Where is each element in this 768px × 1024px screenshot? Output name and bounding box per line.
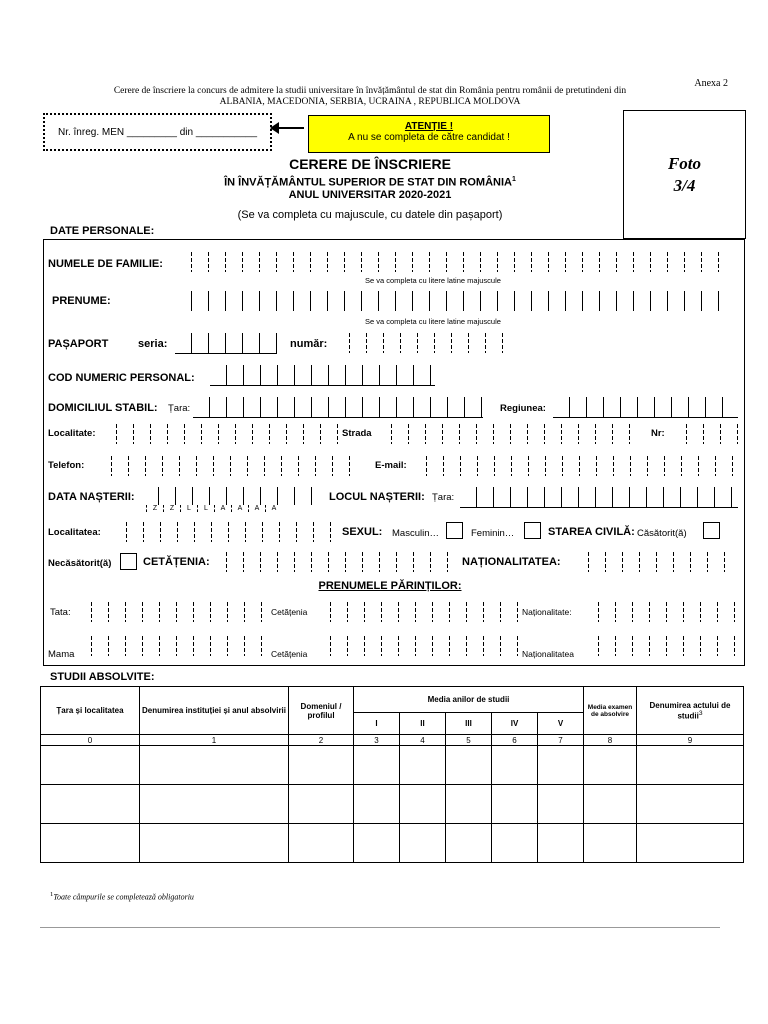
nationality-label: NAȚIONALITATEA: [462, 556, 561, 568]
photo-size: 3/4 [673, 175, 696, 195]
title-sub-1 [140, 174, 600, 189]
col-domain-header: Domeniul / profilul [289, 687, 354, 735]
domicile-country-label: Țara: [168, 403, 191, 414]
section-personal: DATE PERSONALE: [50, 225, 155, 237]
domicile-label: DOMICILIUL STABIL: [48, 402, 158, 414]
photo-box [623, 110, 746, 239]
male-label: Masculin… [392, 528, 439, 539]
married-label: Căsătorit(ă) [637, 528, 687, 539]
cnp-label: COD NUMERIC PERSONAL: [48, 372, 195, 384]
mother-citizenship-field[interactable] [314, 636, 519, 656]
birth-locality-label: Localitatea: [48, 527, 101, 538]
birth-date-field[interactable] [142, 487, 327, 515]
column-numbers-row: 0 1 2 3 4 5 6 7 8 9 [41, 735, 744, 746]
footnote-text: Toate câmpurile se completează obligatoriu [53, 892, 194, 902]
year-4-header: IV [492, 713, 538, 735]
section-studies: STUDII ABSOLVITE: [50, 671, 155, 683]
female-checkbox[interactable] [524, 522, 541, 539]
title-sub-2: ANUL UNIVERSITAR 2020-2021 [288, 189, 452, 201]
warning-box [308, 115, 550, 153]
unmarried-label: Necăsătorit(ă) [48, 558, 112, 569]
title-note: (Se va completa cu majuscule, cu datele din pașaport) [237, 209, 503, 221]
birth-place-label: LOCUL NAȘTERII: [329, 491, 425, 503]
father-nationality-field[interactable] [582, 602, 738, 622]
section-parents: PRENUMELE PĂRINȚILOR: [318, 580, 462, 592]
locality-field[interactable] [100, 424, 340, 444]
header-line-1: Cerere de înscriere la concurs de admitere la studii universitare în învățământul de stat din România pentru românii de pretutindeni din [113, 86, 627, 96]
mother-citizenship-label: Cetățenia [271, 649, 308, 659]
table-row[interactable] [41, 785, 744, 824]
warning-text: A nu se completa de către candidat ! [348, 132, 510, 143]
annex-label: Anexa 2 [694, 78, 728, 89]
birth-date-format: Z Z L L A A A A [146, 505, 282, 512]
passport-series-field[interactable] [175, 333, 277, 354]
first-name-hint: Se va completa cu litere latine majuscule [365, 317, 501, 326]
col-diploma-header: Denumirea actului de studii$^3$ [637, 687, 744, 735]
year-1-header: I [354, 713, 400, 735]
birth-country-field[interactable] [460, 487, 738, 508]
nationality-field[interactable] [572, 552, 738, 572]
last-name-hint: Se va completa cu litere latine majuscule [365, 276, 501, 285]
phone-field[interactable] [95, 456, 365, 476]
passport-series-label: seria: [138, 338, 168, 350]
street-field[interactable] [375, 424, 635, 444]
marital-label: STAREA CIVILĂ: [548, 526, 635, 538]
birth-country-label: Țara: [432, 492, 455, 503]
table-row[interactable] [41, 746, 744, 785]
email-label: E-mail: [375, 460, 407, 471]
footnote: $^1$Toate câmpurile se completează obligatoriu [50, 891, 194, 902]
last-name-label: NUMELE DE FAMILIE: [48, 258, 163, 270]
birth-date-label: DATA NAȘTERII: [48, 491, 135, 503]
female-label: Feminin… [471, 528, 515, 539]
locality-label: Localitate: [48, 428, 96, 439]
col-exam-header: Media examen de absolvire [584, 687, 637, 735]
page-title: CERERE DE ÎNSCRIERE [289, 156, 451, 172]
registration-text: Nr. înreg. MEN _________ din ___________ [57, 126, 258, 138]
year-3-header: III [446, 713, 492, 735]
cnp-field[interactable] [210, 365, 435, 386]
phone-label: Telefon: [48, 460, 85, 471]
studies-table [40, 686, 744, 863]
father-label: Tata: [50, 607, 71, 618]
father-citizenship-label: Cetățenia [271, 607, 308, 617]
sex-label: SEXUL: [342, 526, 383, 538]
col-country-header: Țara și localitatea [41, 687, 140, 735]
email-field[interactable] [410, 456, 738, 476]
mother-label: Mama [48, 649, 75, 660]
father-name-field[interactable] [75, 602, 270, 622]
passport-label: PAȘAPORT [48, 338, 109, 350]
passport-number-field[interactable] [333, 333, 503, 353]
mother-name-field[interactable] [75, 636, 270, 656]
citizenship-field[interactable] [210, 552, 460, 572]
first-name-label: PRENUME: [52, 295, 111, 307]
married-checkbox[interactable] [703, 522, 720, 539]
year-2-header: II [400, 713, 446, 735]
title-footnote-mark: 1 [511, 176, 516, 183]
nr-label: Nr: [651, 428, 665, 439]
footer-divider [40, 927, 720, 928]
region-label: Regiunea: [500, 403, 546, 414]
domicile-country-field[interactable] [193, 397, 483, 418]
mother-nationality-field[interactable] [582, 636, 738, 656]
citizenship-label: CETĂȚENIA: [143, 556, 210, 568]
nr-field[interactable] [670, 424, 738, 444]
title-sub-1-text: ÎN ÎNVĂȚĂMÂNTUL SUPERIOR DE STAT DIN ROMÂNIA [224, 176, 512, 189]
header-line-2: ALBANIA, MACEDONIA, SERBIA, UCRAINA , REPUBLICA MOLDOVA [219, 97, 521, 107]
photo-label: Foto [667, 153, 702, 173]
warning-title: ATENȚIE ! [404, 121, 454, 132]
registration-box [43, 113, 272, 151]
father-nationality-label: Naționalitate: [522, 607, 572, 617]
birth-locality-field[interactable] [110, 522, 340, 542]
father-citizenship-field[interactable] [314, 602, 519, 622]
male-checkbox[interactable] [446, 522, 463, 539]
street-label: Strada [342, 428, 372, 439]
first-name-field[interactable] [175, 291, 720, 311]
region-field[interactable] [553, 397, 738, 418]
unmarried-checkbox[interactable] [120, 553, 137, 570]
arrow-left-icon [278, 127, 304, 129]
year-5-header: V [538, 713, 584, 735]
col-institution-header: Denumirea instituției și anul absolvirii [140, 687, 289, 735]
passport-number-label: număr: [290, 338, 328, 350]
last-name-field[interactable] [175, 252, 720, 272]
mother-nationality-label: Naționalitatea [522, 649, 574, 659]
col-media-header: Media anilor de studii [354, 687, 584, 713]
table-row[interactable] [41, 824, 744, 863]
